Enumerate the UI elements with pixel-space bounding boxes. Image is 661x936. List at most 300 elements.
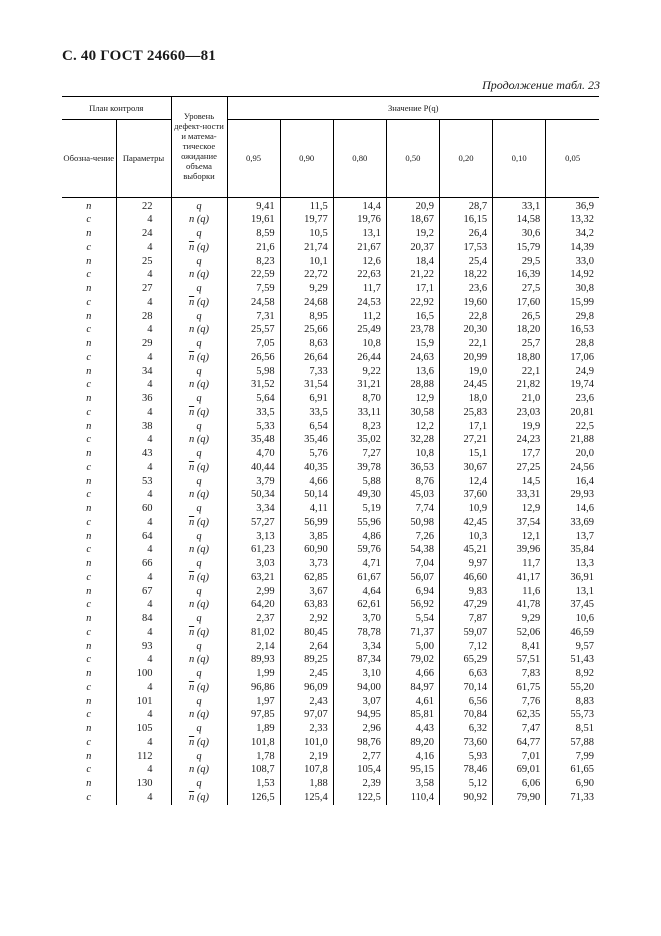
probability-value-cell: 36,9 bbox=[546, 198, 599, 214]
probability-value-cell: 49,30 bbox=[333, 489, 386, 503]
defect-level-cell: $\overline{n}$ (q) bbox=[171, 214, 227, 228]
plan-symbol-cell: n bbox=[86, 668, 92, 680]
symbol-column-header: Обозна-чение bbox=[62, 120, 116, 198]
probability-value-cell: 17,1 bbox=[440, 420, 493, 434]
p-column-header: 0,10 bbox=[493, 120, 546, 198]
table-row bbox=[62, 585, 599, 599]
plan-symbol-cell: c bbox=[86, 379, 92, 391]
probability-value-cell: 56,99 bbox=[280, 516, 333, 530]
plan-symbol-cell: n bbox=[86, 613, 92, 625]
probability-value-cell: 5,54 bbox=[386, 613, 439, 627]
probability-value-cell: 81,02 bbox=[227, 626, 280, 640]
probability-value-cell: 3,58 bbox=[386, 778, 439, 792]
probability-value-cell: 26,5 bbox=[493, 310, 546, 324]
plan-parameter-cell: 84 bbox=[116, 613, 171, 627]
table-row bbox=[62, 489, 599, 503]
probability-value-cell: 24,56 bbox=[546, 461, 599, 475]
plan-symbol-cell: c bbox=[86, 709, 92, 721]
plan-symbol-cell: n bbox=[86, 200, 92, 212]
probability-value-cell: 21,82 bbox=[493, 379, 546, 393]
probability-value-cell: 22,5 bbox=[546, 420, 599, 434]
plan-parameter-cell: 4 bbox=[116, 709, 171, 723]
probability-value-cell: 45,03 bbox=[386, 489, 439, 503]
table-row bbox=[62, 599, 599, 613]
probability-value-cell: 5,64 bbox=[227, 393, 280, 407]
probability-value-cell: 19,2 bbox=[386, 228, 439, 242]
defect-level-cell: $\overline{n}$ (q) bbox=[171, 571, 227, 585]
probability-value-cell: 13,7 bbox=[546, 530, 599, 544]
probability-value-cell: 21,0 bbox=[493, 393, 546, 407]
plan-parameter-cell: 4 bbox=[116, 516, 171, 530]
probability-value-cell: 7,74 bbox=[386, 503, 439, 517]
p-column-header: 0,80 bbox=[333, 120, 386, 198]
probability-value-cell: 1,53 bbox=[227, 778, 280, 792]
defect-level-cell: q bbox=[171, 198, 227, 214]
probability-value-cell: 9,29 bbox=[280, 283, 333, 297]
probability-value-cell: 62,35 bbox=[493, 709, 546, 723]
probability-value-cell: 84,97 bbox=[386, 681, 439, 695]
probability-value-cell: 61,75 bbox=[493, 681, 546, 695]
probability-value-cell: 70,14 bbox=[440, 681, 493, 695]
defect-level-cell: q bbox=[171, 668, 227, 682]
plan-parameter-cell: 60 bbox=[116, 503, 171, 517]
table-row bbox=[62, 379, 599, 393]
probability-value-cell: 107,8 bbox=[280, 764, 333, 778]
defect-level-cell: q bbox=[171, 640, 227, 654]
table-row bbox=[62, 736, 599, 750]
defect-level-cell: q bbox=[171, 448, 227, 462]
probability-value-cell: 22,1 bbox=[493, 365, 546, 379]
plan-symbol-cell: c bbox=[86, 516, 92, 528]
probability-value-cell: 94,00 bbox=[333, 681, 386, 695]
probability-value-cell: 39,96 bbox=[493, 544, 546, 558]
plan-parameter-cell: 53 bbox=[116, 475, 171, 489]
probability-value-cell: 39,78 bbox=[333, 461, 386, 475]
probability-value-cell: 2,19 bbox=[280, 750, 333, 764]
plan-parameter-cell: 105 bbox=[116, 723, 171, 737]
plan-symbol-cell: n bbox=[86, 228, 92, 240]
probability-value-cell: 7,76 bbox=[493, 695, 546, 709]
probability-value-cell: 28,88 bbox=[386, 379, 439, 393]
probability-value-cell: 26,4 bbox=[440, 228, 493, 242]
table-row bbox=[62, 296, 599, 310]
probability-value-cell: 90,92 bbox=[440, 791, 493, 805]
probability-value-cell: 14,6 bbox=[546, 503, 599, 517]
probability-value-cell: 25,66 bbox=[280, 324, 333, 338]
defect-level-cell: $\overline{n}$ (q) bbox=[171, 764, 227, 778]
table-row bbox=[62, 228, 599, 242]
probability-value-cell: 25,7 bbox=[493, 338, 546, 352]
plan-parameter-cell: 36 bbox=[116, 393, 171, 407]
table-row bbox=[62, 338, 599, 352]
probability-value-cell: 46,60 bbox=[440, 571, 493, 585]
probability-value-cell: 36,91 bbox=[546, 571, 599, 585]
probability-value-cell: 23,6 bbox=[440, 283, 493, 297]
probability-value-cell: 46,59 bbox=[546, 626, 599, 640]
page-header: С. 40 ГОСТ 24660—81 bbox=[62, 48, 216, 64]
probability-value-cell: 5,76 bbox=[280, 448, 333, 462]
defect-level-cell: $\overline{n}$ (q) bbox=[171, 516, 227, 530]
defect-level-cell: q bbox=[171, 228, 227, 242]
plan-symbol-cell: n bbox=[86, 558, 92, 570]
probability-value-cell: 33,1 bbox=[493, 198, 546, 214]
plan-symbol-cell: n bbox=[86, 310, 92, 322]
defect-level-cell: $\overline{n}$ (q) bbox=[171, 351, 227, 365]
plan-symbol-cell: c bbox=[86, 351, 92, 363]
plan-parameter-cell: 4 bbox=[116, 379, 171, 393]
probability-value-cell: 89,93 bbox=[227, 654, 280, 668]
probability-value-cell: 3,03 bbox=[227, 558, 280, 572]
probability-value-cell: 96,86 bbox=[227, 681, 280, 695]
p-column-header: 0,95 bbox=[227, 120, 280, 198]
plan-parameter-cell: 93 bbox=[116, 640, 171, 654]
plan-symbol-cell: n bbox=[86, 503, 92, 515]
plan-symbol-cell: n bbox=[86, 723, 92, 735]
probability-value-cell: 2,37 bbox=[227, 613, 280, 627]
probability-value-cell: 5,12 bbox=[440, 778, 493, 792]
plan-parameter-cell: 4 bbox=[116, 626, 171, 640]
probability-value-cell: 61,23 bbox=[227, 544, 280, 558]
probability-value-cell: 3,34 bbox=[333, 640, 386, 654]
defect-level-cell: $\overline{n}$ (q) bbox=[171, 544, 227, 558]
probability-value-cell: 56,07 bbox=[386, 571, 439, 585]
table-row bbox=[62, 626, 599, 640]
defect-level-cell: $\overline{n}$ (q) bbox=[171, 406, 227, 420]
probability-value-cell: 6,32 bbox=[440, 723, 493, 737]
defect-level-cell: q bbox=[171, 530, 227, 544]
probability-value-cell: 9,97 bbox=[440, 558, 493, 572]
plan-symbol-cell: n bbox=[86, 255, 92, 267]
table-row bbox=[62, 393, 599, 407]
probability-value-cell: 4,43 bbox=[386, 723, 439, 737]
probability-value-cell: 19,61 bbox=[227, 214, 280, 228]
probability-value-cell: 3,07 bbox=[333, 695, 386, 709]
defect-level-cell: $\overline{n}$ (q) bbox=[171, 599, 227, 613]
probability-value-cell: 2,92 bbox=[280, 613, 333, 627]
plan-parameter-cell: 4 bbox=[116, 351, 171, 365]
probability-value-cell: 105,4 bbox=[333, 764, 386, 778]
plan-parameter-cell: 66 bbox=[116, 558, 171, 572]
probability-value-cell: 4,61 bbox=[386, 695, 439, 709]
probability-value-cell: 79,90 bbox=[493, 791, 546, 805]
probability-value-cell: 33,5 bbox=[280, 406, 333, 420]
probability-value-cell: 17,53 bbox=[440, 241, 493, 255]
probability-value-cell: 12,9 bbox=[493, 503, 546, 517]
table-row bbox=[62, 571, 599, 585]
probability-value-cell: 33,31 bbox=[493, 489, 546, 503]
probability-value-cell: 34,2 bbox=[546, 228, 599, 242]
probability-value-cell: 8,76 bbox=[386, 475, 439, 489]
probability-value-cell: 37,45 bbox=[546, 599, 599, 613]
defect-level-cell: $\overline{n}$ (q) bbox=[171, 269, 227, 283]
probability-value-cell: 2,45 bbox=[280, 668, 333, 682]
probability-value-cell: 35,02 bbox=[333, 434, 386, 448]
defect-level-cell: q bbox=[171, 365, 227, 379]
probability-value-cell: 3,34 bbox=[227, 503, 280, 517]
plan-parameter-cell: 4 bbox=[116, 681, 171, 695]
plan-symbol-cell: c bbox=[86, 406, 92, 418]
probability-value-cell: 19,76 bbox=[333, 214, 386, 228]
probability-value-cell: 4,71 bbox=[333, 558, 386, 572]
probability-value-cell: 15,99 bbox=[546, 296, 599, 310]
probability-value-cell: 6,54 bbox=[280, 420, 333, 434]
plan-parameter-cell: 4 bbox=[116, 571, 171, 585]
defect-level-cell: q bbox=[171, 558, 227, 572]
probability-value-cell: 2,39 bbox=[333, 778, 386, 792]
probability-value-cell: 9,22 bbox=[333, 365, 386, 379]
probability-value-cell: 5,98 bbox=[227, 365, 280, 379]
table-row bbox=[62, 255, 599, 269]
table-row bbox=[62, 448, 599, 462]
table-row bbox=[62, 434, 599, 448]
probability-value-cell: 13,6 bbox=[386, 365, 439, 379]
probability-value-cell: 14,39 bbox=[546, 241, 599, 255]
probability-value-cell: 19,77 bbox=[280, 214, 333, 228]
probability-value-cell: 5,19 bbox=[333, 503, 386, 517]
plan-parameter-cell: 4 bbox=[116, 764, 171, 778]
probability-value-cell: 125,4 bbox=[280, 791, 333, 805]
table-row bbox=[62, 214, 599, 228]
probability-value-cell: 11,2 bbox=[333, 310, 386, 324]
defect-level-cell: $\overline{n}$ (q) bbox=[171, 434, 227, 448]
probability-value-cell: 25,57 bbox=[227, 324, 280, 338]
plan-parameter-cell: 34 bbox=[116, 365, 171, 379]
plan-parameter-cell: 4 bbox=[116, 791, 171, 805]
plan-parameter-cell: 101 bbox=[116, 695, 171, 709]
probability-value-cell: 36,53 bbox=[386, 461, 439, 475]
probability-value-cell: 7,12 bbox=[440, 640, 493, 654]
plan-parameter-cell: 38 bbox=[116, 420, 171, 434]
table-row bbox=[62, 764, 599, 778]
probability-value-cell: 64,20 bbox=[227, 599, 280, 613]
probability-value-cell: 12,9 bbox=[386, 393, 439, 407]
probability-value-cell: 26,64 bbox=[280, 351, 333, 365]
probability-value-cell: 1,89 bbox=[227, 723, 280, 737]
table-row bbox=[62, 778, 599, 792]
table-row bbox=[62, 558, 599, 572]
probability-value-cell: 10,8 bbox=[386, 448, 439, 462]
probability-value-cell: 20,30 bbox=[440, 324, 493, 338]
plan-symbol-cell: c bbox=[86, 544, 92, 556]
table-body bbox=[62, 198, 599, 806]
p-column-header: 0,50 bbox=[386, 120, 439, 198]
probability-value-cell: 16,15 bbox=[440, 214, 493, 228]
probability-value-cell: 24,63 bbox=[386, 351, 439, 365]
defect-level-cell: $\overline{n}$ (q) bbox=[171, 709, 227, 723]
probability-value-cell: 15,1 bbox=[440, 448, 493, 462]
table-row bbox=[62, 791, 599, 805]
probability-value-cell: 13,1 bbox=[333, 228, 386, 242]
probability-value-cell: 5,00 bbox=[386, 640, 439, 654]
probability-value-cell: 3,73 bbox=[280, 558, 333, 572]
probability-value-cell: 18,22 bbox=[440, 269, 493, 283]
probability-value-cell: 15,9 bbox=[386, 338, 439, 352]
probability-value-cell: 24,23 bbox=[493, 434, 546, 448]
plan-parameter-cell: 4 bbox=[116, 434, 171, 448]
plan-parameter-cell: 64 bbox=[116, 530, 171, 544]
probability-value-cell: 52,06 bbox=[493, 626, 546, 640]
probability-value-cell: 64,77 bbox=[493, 736, 546, 750]
probability-value-cell: 22,59 bbox=[227, 269, 280, 283]
probability-value-cell: 32,28 bbox=[386, 434, 439, 448]
probability-value-cell: 126,5 bbox=[227, 791, 280, 805]
probability-value-cell: 28,8 bbox=[546, 338, 599, 352]
probability-value-cell: 62,85 bbox=[280, 571, 333, 585]
probability-value-cell: 2,77 bbox=[333, 750, 386, 764]
probability-value-cell: 56,92 bbox=[386, 599, 439, 613]
plan-symbol-cell: n bbox=[86, 695, 92, 707]
probability-value-cell: 97,85 bbox=[227, 709, 280, 723]
probability-value-cell: 54,38 bbox=[386, 544, 439, 558]
probability-value-cell: 13,3 bbox=[546, 558, 599, 572]
probability-value-cell: 108,7 bbox=[227, 764, 280, 778]
plan-parameter-cell: 25 bbox=[116, 255, 171, 269]
probability-value-cell: 20,81 bbox=[546, 406, 599, 420]
probability-value-cell: 1,99 bbox=[227, 668, 280, 682]
plan-parameter-cell: 4 bbox=[116, 269, 171, 283]
probability-value-cell: 37,54 bbox=[493, 516, 546, 530]
probability-value-cell: 6,91 bbox=[280, 393, 333, 407]
probability-value-cell: 7,05 bbox=[227, 338, 280, 352]
table-row bbox=[62, 241, 599, 255]
plan-parameter-cell: 27 bbox=[116, 283, 171, 297]
probability-value-cell: 9,57 bbox=[546, 640, 599, 654]
probability-value-cell: 42,45 bbox=[440, 516, 493, 530]
plan-symbol-cell: c bbox=[86, 296, 92, 308]
defect-level-cell: $\overline{n}$ (q) bbox=[171, 489, 227, 503]
probability-value-cell: 12,2 bbox=[386, 420, 439, 434]
defect-level-cell: $\overline{n}$ (q) bbox=[171, 296, 227, 310]
probability-value-cell: 30,6 bbox=[493, 228, 546, 242]
probability-value-cell: 27,21 bbox=[440, 434, 493, 448]
probability-value-cell: 3,67 bbox=[280, 585, 333, 599]
table-row bbox=[62, 668, 599, 682]
probability-value-cell: 59,76 bbox=[333, 544, 386, 558]
probability-value-cell: 57,51 bbox=[493, 654, 546, 668]
plan-symbol-cell: n bbox=[86, 778, 92, 790]
probability-value-cell: 18,67 bbox=[386, 214, 439, 228]
probability-value-cell: 13,1 bbox=[546, 585, 599, 599]
probability-value-cell: 122,5 bbox=[333, 791, 386, 805]
probability-value-cell: 8,41 bbox=[493, 640, 546, 654]
probability-value-cell: 8,83 bbox=[546, 695, 599, 709]
table-row bbox=[62, 324, 599, 338]
probability-value-cell: 7,27 bbox=[333, 448, 386, 462]
probability-value-cell: 26,44 bbox=[333, 351, 386, 365]
probability-value-cell: 4,64 bbox=[333, 585, 386, 599]
probability-value-cell: 57,27 bbox=[227, 516, 280, 530]
plan-parameter-cell: 4 bbox=[116, 241, 171, 255]
probability-value-cell: 25,83 bbox=[440, 406, 493, 420]
probability-value-cell: 9,83 bbox=[440, 585, 493, 599]
probability-value-cell: 55,73 bbox=[546, 709, 599, 723]
probability-value-cell: 55,96 bbox=[333, 516, 386, 530]
probability-value-cell: 7,31 bbox=[227, 310, 280, 324]
plan-symbol-cell: c bbox=[86, 681, 92, 693]
probability-value-cell: 22,63 bbox=[333, 269, 386, 283]
probability-value-cell: 6,90 bbox=[546, 778, 599, 792]
probability-value-cell: 8,70 bbox=[333, 393, 386, 407]
probability-value-cell: 20,9 bbox=[386, 198, 439, 214]
probability-value-cell: 11,7 bbox=[493, 558, 546, 572]
plan-parameter-cell: 4 bbox=[116, 461, 171, 475]
probability-value-cell: 3,13 bbox=[227, 530, 280, 544]
probability-value-cell: 55,20 bbox=[546, 681, 599, 695]
probability-value-cell: 23,03 bbox=[493, 406, 546, 420]
probability-value-cell: 8,59 bbox=[227, 228, 280, 242]
plan-symbol-cell: c bbox=[86, 626, 92, 638]
probability-value-cell: 13,32 bbox=[546, 214, 599, 228]
probability-value-cell: 51,43 bbox=[546, 654, 599, 668]
probability-value-cell: 12,6 bbox=[333, 255, 386, 269]
probability-value-cell: 41,78 bbox=[493, 599, 546, 613]
probability-value-cell: 21,88 bbox=[546, 434, 599, 448]
probability-value-cell: 79,02 bbox=[386, 654, 439, 668]
plan-parameter-cell: 24 bbox=[116, 228, 171, 242]
plan-symbol-cell: n bbox=[86, 448, 92, 460]
probability-value-cell: 5,33 bbox=[227, 420, 280, 434]
plan-symbol-cell: c bbox=[86, 434, 92, 446]
table-row bbox=[62, 351, 599, 365]
plan-parameter-cell: 22 bbox=[116, 198, 171, 214]
probability-value-cell: 14,4 bbox=[333, 198, 386, 214]
probability-value-cell: 16,4 bbox=[546, 475, 599, 489]
probability-value-cell: 7,33 bbox=[280, 365, 333, 379]
probability-value-cell: 5,88 bbox=[333, 475, 386, 489]
p-column-header: 0,90 bbox=[280, 120, 333, 198]
probability-value-cell: 10,3 bbox=[440, 530, 493, 544]
probability-value-cell: 31,21 bbox=[333, 379, 386, 393]
probability-value-cell: 18,0 bbox=[440, 393, 493, 407]
plan-symbol-cell: n bbox=[86, 475, 92, 487]
table-row bbox=[62, 709, 599, 723]
probability-value-cell: 22,8 bbox=[440, 310, 493, 324]
probability-value-cell: 22,1 bbox=[440, 338, 493, 352]
probability-value-cell: 24,45 bbox=[440, 379, 493, 393]
defect-level-cell: $\overline{n}$ (q) bbox=[171, 379, 227, 393]
defect-level-cell: $\overline{n}$ (q) bbox=[171, 241, 227, 255]
defect-level-cell: q bbox=[171, 585, 227, 599]
probability-value-cell: 28,7 bbox=[440, 198, 493, 214]
probability-value-cell: 1,88 bbox=[280, 778, 333, 792]
plan-symbol-cell: n bbox=[86, 338, 92, 350]
probability-value-cell: 33,0 bbox=[546, 255, 599, 269]
probability-value-cell: 29,8 bbox=[546, 310, 599, 324]
probability-value-cell: 20,37 bbox=[386, 241, 439, 255]
plan-symbol-cell: c bbox=[86, 654, 92, 666]
probability-value-cell: 27,25 bbox=[493, 461, 546, 475]
plan-symbol-cell: c bbox=[86, 241, 92, 253]
probability-value-cell: 8,51 bbox=[546, 723, 599, 737]
plan-parameter-cell: 43 bbox=[116, 448, 171, 462]
probability-value-cell: 40,35 bbox=[280, 461, 333, 475]
probability-value-cell: 50,14 bbox=[280, 489, 333, 503]
plan-symbol-cell: c bbox=[86, 214, 92, 226]
probability-value-cell: 8,92 bbox=[546, 668, 599, 682]
plan-parameter-cell: 4 bbox=[116, 599, 171, 613]
plan-parameter-cell: 4 bbox=[116, 489, 171, 503]
table-row bbox=[62, 198, 599, 214]
probability-value-cell: 89,25 bbox=[280, 654, 333, 668]
probability-value-cell: 21,67 bbox=[333, 241, 386, 255]
probability-value-cell: 21,22 bbox=[386, 269, 439, 283]
probability-value-cell: 4,66 bbox=[280, 475, 333, 489]
table-row bbox=[62, 613, 599, 627]
table-row bbox=[62, 530, 599, 544]
probability-value-cell: 18,80 bbox=[493, 351, 546, 365]
probability-value-cell: 21,6 bbox=[227, 241, 280, 255]
probability-value-cell: 24,58 bbox=[227, 296, 280, 310]
